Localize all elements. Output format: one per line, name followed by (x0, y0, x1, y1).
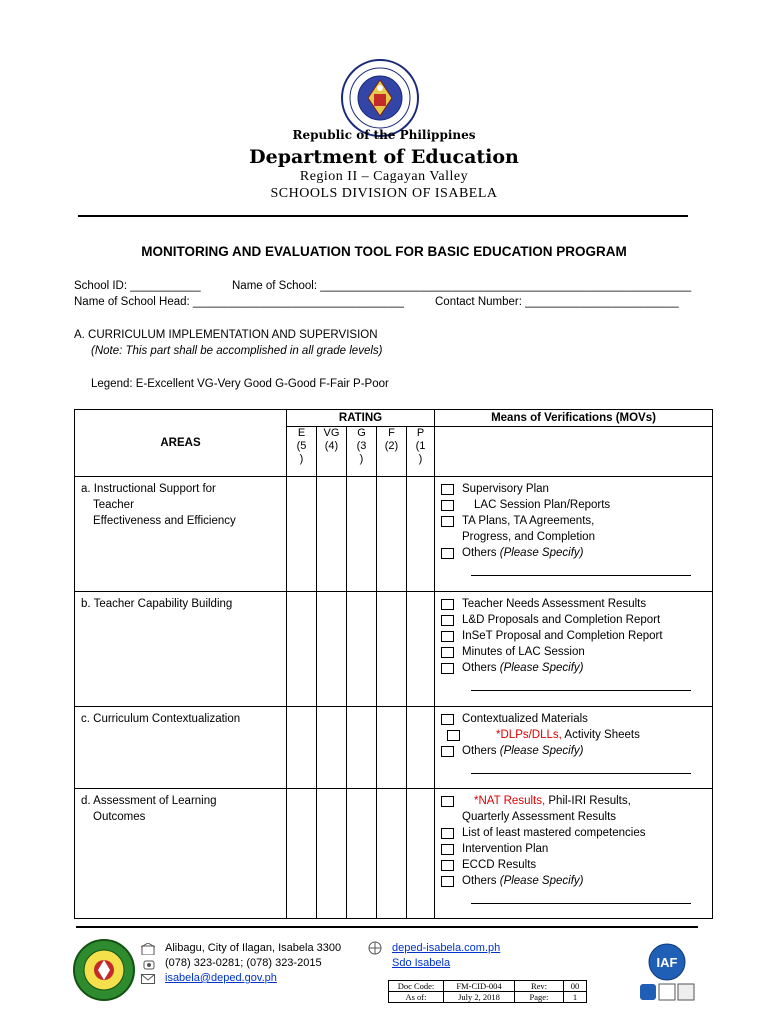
school-head-field: Name of School Head: _________________________________ (74, 296, 404, 308)
table-row (75, 477, 713, 592)
footer-divider (76, 926, 698, 928)
movs-header: Means of Verifications (MOVs) (435, 410, 713, 427)
specify-line[interactable] (471, 563, 691, 576)
checkbox[interactable] (441, 615, 454, 626)
checkbox[interactable] (441, 876, 454, 887)
nat-results-highlight: *NAT Results, (474, 795, 546, 807)
rating-cell[interactable] (377, 789, 407, 919)
movs-cell: Teacher Needs Assessment Results L&D Proposals and Completion Report InSeT Proposal and Completion Report Minutes of LAC Session Others (Please Specify) (435, 592, 713, 707)
page-value: 1 (564, 992, 587, 1003)
rating-f-header: F (2) (377, 427, 407, 477)
rating-legend: Legend: E-Excellent VG-Very Good G-Good F-Fair P-Poor (91, 378, 389, 390)
evaluation-table (74, 409, 713, 919)
rating-cell[interactable] (347, 592, 377, 707)
rating-cell[interactable] (347, 477, 377, 592)
building-icon (141, 943, 155, 955)
phil-iri-text: Phil-IRI Results, (548, 795, 631, 807)
rating-cell[interactable] (407, 707, 435, 789)
checkbox[interactable] (441, 548, 454, 559)
department-heading: Department of Education (249, 146, 519, 168)
header-divider (78, 215, 688, 217)
table-row (75, 592, 713, 707)
checkbox[interactable] (441, 599, 454, 610)
rating-g-header: G (3 ) (347, 427, 377, 477)
division-heading: SCHOOLS DIVISION OF ISABELA (270, 186, 498, 201)
checkbox[interactable] (441, 631, 454, 642)
division-seal-logo (72, 938, 136, 1002)
rating-cell[interactable] (317, 592, 347, 707)
as-of-label: As of: (389, 992, 444, 1003)
deped-seal-logo (340, 58, 420, 138)
checkbox[interactable] (441, 796, 454, 807)
facebook-link[interactable]: Sdo Isabela (392, 957, 451, 969)
doc-code-value: FM-CID-004 (444, 981, 515, 992)
table-row (75, 707, 713, 789)
section-a-heading: A. CURRICULUM IMPLEMENTATION AND SUPERVISION (74, 329, 378, 341)
checkbox[interactable] (441, 647, 454, 658)
school-id-field: School ID: ___________ (74, 280, 201, 292)
checkbox[interactable] (441, 484, 454, 495)
email-link[interactable]: isabela@deped.gov.ph (165, 972, 277, 984)
areas-header: AREAS (75, 410, 287, 477)
rating-vg-header: VG (4) (317, 427, 347, 477)
footer-web (392, 941, 500, 971)
region-heading: Region II – Cagayan Valley (299, 169, 469, 184)
address-text: Alibagu, City of Ilagan, Isabela 3300 (165, 942, 342, 954)
area-cell: b. Teacher Capability Building (75, 592, 287, 707)
footer-contact (165, 941, 341, 986)
rev-value: 00 (564, 981, 587, 992)
checkbox[interactable] (441, 860, 454, 871)
doc-code-label: Doc Code: (389, 981, 444, 992)
rating-cell[interactable] (287, 789, 317, 919)
checkbox[interactable] (447, 730, 460, 741)
iaf-label: IAF (656, 955, 678, 970)
specify-line[interactable] (471, 678, 691, 691)
as-of-value: July 2, 2018 (444, 992, 515, 1003)
checkbox[interactable] (441, 663, 454, 674)
movs-cell: *NAT Results, Phil-IRI Results, Quarterly Assessment Results List of least mastered competencies Intervention Plan ECCD Results Others (Please Specify) (435, 789, 713, 919)
rating-cell[interactable] (317, 707, 347, 789)
rating-cell[interactable] (317, 477, 347, 592)
rating-cell[interactable] (347, 707, 377, 789)
page-label: Page: (515, 992, 564, 1003)
checkbox[interactable] (441, 500, 454, 511)
rating-cell[interactable] (407, 592, 435, 707)
checkbox[interactable] (441, 844, 454, 855)
school-name-field: Name of School: __________________________________________________________ (232, 280, 692, 292)
mail-icon (141, 974, 155, 984)
rating-cell[interactable] (287, 592, 317, 707)
republic-heading: Republic of the Philippines (292, 128, 476, 142)
dlps-highlight: *DLPs/DLLs, (496, 729, 562, 741)
rating-cell[interactable] (287, 477, 317, 592)
rating-cell[interactable] (377, 707, 407, 789)
activity-sheets-text: Activity Sheets (564, 729, 640, 741)
section-a-note: (Note: This part shall be accomplished in all grade levels) (91, 345, 383, 357)
specify-line[interactable] (471, 761, 691, 774)
checkbox[interactable] (441, 746, 454, 757)
movs-cell: Contextualized Materials *DLPs/DLLs, Activity Sheets Others (Please Specify) (435, 707, 713, 789)
contact-number-field: Contact Number: ________________________ (435, 296, 679, 308)
rating-cell[interactable] (407, 789, 435, 919)
rating-p-header: P (1 ) (407, 427, 435, 477)
phone-text: (078) 323-0281; (078) 323-2015 (165, 957, 322, 969)
rating-header: RATING (287, 410, 435, 427)
checkbox[interactable] (441, 828, 454, 839)
rating-cell[interactable] (377, 592, 407, 707)
document-title: MONITORING AND EVALUATION TOOL FOR BASIC EDUCATION PROGRAM (141, 244, 627, 259)
rating-e-header: E (5 ) (287, 427, 317, 477)
rev-label: Rev: (515, 981, 564, 992)
specify-line[interactable] (471, 891, 691, 904)
checkbox[interactable] (441, 714, 454, 725)
area-cell: d. Assessment of Learning Outcomes (75, 789, 287, 919)
rating-cell[interactable] (347, 789, 377, 919)
rating-cell[interactable] (407, 477, 435, 592)
area-cell: c. Curriculum Contextualization (75, 707, 287, 789)
phone-icon (143, 959, 155, 971)
document-control-table (388, 980, 587, 1003)
rating-cell[interactable] (317, 789, 347, 919)
movs-cell: Supervisory Plan LAC Session Plan/Reports TA Plans, TA Agreements, Progress, and Completion Others (Please Specify) (435, 477, 713, 592)
iaf-certification-logo (636, 942, 698, 1002)
table-row (75, 789, 713, 919)
area-cell: a. Instructional Support for Teacher Effectiveness and Efficiency (75, 477, 287, 592)
checkbox[interactable] (441, 516, 454, 527)
rating-cell[interactable] (377, 477, 407, 592)
globe-icon (368, 941, 382, 955)
website-link[interactable]: deped-isabela.com.ph (392, 942, 501, 954)
rating-cell[interactable] (287, 707, 317, 789)
